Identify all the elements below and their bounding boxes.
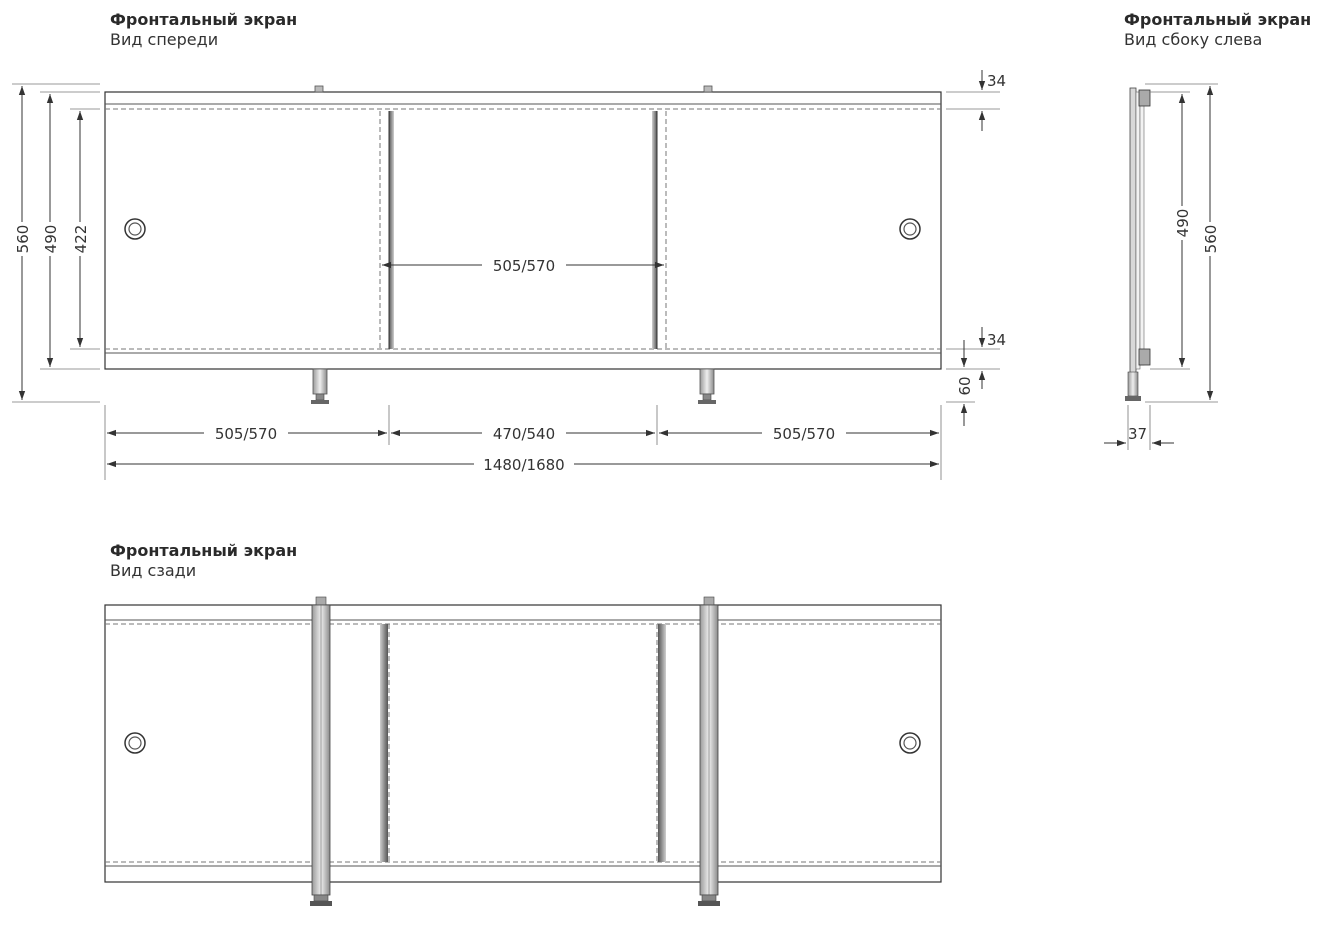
back-handle-right [900, 733, 920, 753]
side-view-title: Фронтальный экран [1124, 10, 1312, 29]
side-panel-edge-1 [1136, 92, 1140, 369]
dim-legs: 60 [956, 376, 974, 396]
side-leg [1128, 372, 1138, 396]
back-handle-left [125, 733, 145, 753]
dim-middle-panel: 470/540 [492, 425, 556, 443]
front-view-drawing [12, 70, 1006, 480]
back-panel-shadow-right [658, 624, 666, 862]
front-handle-right [900, 219, 920, 239]
back-frame [105, 605, 941, 882]
dim-top-rail: 34 [987, 72, 1007, 90]
front-middle-panel-edge-right [652, 111, 657, 349]
back-view-title: Фронтальный экран [110, 541, 298, 560]
dim-right-panel: 505/570 [772, 425, 836, 443]
front-view-title: Фронтальный экран [110, 10, 298, 29]
front-top-bolt-right [704, 86, 712, 92]
dim-side-frame-height: 490 [1174, 208, 1192, 238]
front-right-extension-lines [946, 92, 1000, 402]
front-leg-left [311, 369, 329, 404]
front-view-subtitle: Вид спереди [110, 30, 219, 49]
dim-middle-opening: 505/570 [492, 257, 556, 275]
front-top-bolt-left [315, 86, 323, 92]
front-middle-panel-edge-left [389, 111, 394, 349]
side-bottom-clip [1139, 349, 1150, 365]
dim-left-panel: 505/570 [214, 425, 278, 443]
back-view-subtitle: Вид сзади [110, 561, 197, 580]
side-view-subtitle: Вид сбоку слева [1124, 30, 1263, 49]
back-view-drawing [105, 597, 941, 906]
dim-side-depth: 37 [1128, 425, 1148, 443]
side-view-drawing [1104, 84, 1220, 450]
dim-frame-height: 490 [42, 224, 60, 254]
front-handle-left [125, 219, 145, 239]
dim-panel-height: 422 [72, 224, 90, 254]
back-panel-shadow-left [380, 624, 388, 862]
front-leg-right [698, 369, 716, 404]
side-panel-edge-2 [1140, 96, 1144, 365]
dim-total-width: 1480/1680 [483, 456, 565, 474]
front-frame [105, 92, 941, 369]
dim-side-total-height: 560 [1202, 224, 1220, 254]
back-support-post-right [698, 597, 720, 906]
side-top-clip [1139, 90, 1150, 106]
back-support-post-left [310, 597, 332, 906]
dim-total-height: 560 [14, 224, 32, 254]
side-leg-foot [1125, 396, 1141, 401]
dim-bottom-rail: 34 [987, 331, 1007, 349]
side-frame-profile [1130, 88, 1136, 398]
